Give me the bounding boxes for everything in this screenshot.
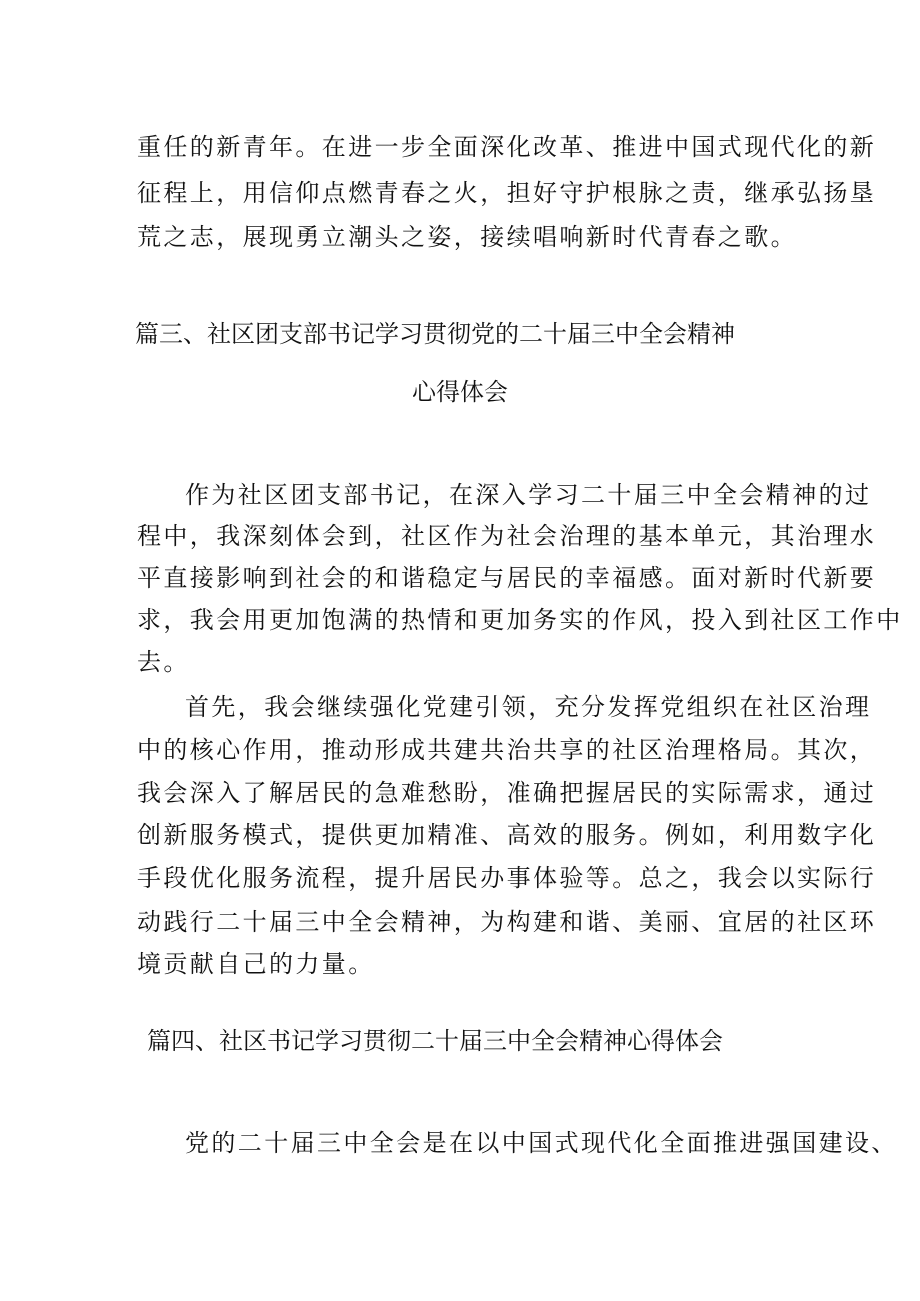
text-line: 手段优化服务流程，提升居民办事体验等。总之，我会以实际行 bbox=[137, 864, 877, 892]
text-line: 党的二十届三中全会是在以中国式现代化全面推进强国建设、 bbox=[185, 1129, 898, 1157]
text-line: 重任的新青年。在进一步全面深化改革、推进中国式现代化的新 bbox=[137, 133, 877, 161]
section3-title-line2: 心得体会 bbox=[412, 378, 508, 406]
text-line: 作为社区团支部书记，在深入学习二十届三中全会精神的过 bbox=[185, 481, 872, 509]
text-line: 征程上，用信仰点燃青春之火，担好守护根脉之责，继承弘扬垦 bbox=[137, 179, 877, 207]
text-line: 荒之志，展现勇立潮头之姿，接续唱响新时代青春之歌。 bbox=[137, 223, 797, 251]
text-line: 创新服务模式，提供更加精准、高效的服务。例如，利用数字化 bbox=[137, 821, 877, 849]
section3-title-line1: 篇三、社区团支部书记学习贯彻党的二十届三中全会精神 bbox=[135, 320, 735, 348]
text-line: 中的核心作用，推动形成共建共治共享的社区治理格局。其次， bbox=[137, 736, 877, 764]
text-line: 境贡献自己的力量。 bbox=[137, 950, 375, 978]
text-line: 平直接影响到社会的和谐稳定与居民的幸福感。面对新时代新要 bbox=[137, 564, 877, 592]
section4-title: 篇四、社区书记学习贯彻二十届三中全会精神心得体会 bbox=[147, 1027, 723, 1055]
text-line: 首先，我会继续强化党建引领，充分发挥党组织在社区治理 bbox=[185, 693, 872, 721]
text-line: 去。 bbox=[137, 648, 190, 676]
text-line: 求，我会用更加饱满的热情和更加务实的作风，投入到社区工作中 bbox=[137, 606, 903, 634]
text-line: 动践行二十届三中全会精神，为构建和谐、美丽、宜居的社区环 bbox=[137, 908, 877, 936]
text-line: 我会深入了解居民的急难愁盼，准确把握居民的实际需求，通过 bbox=[137, 779, 877, 807]
text-line: 程中，我深刻体会到，社区作为社会治理的基本单元，其治理水 bbox=[137, 522, 877, 550]
